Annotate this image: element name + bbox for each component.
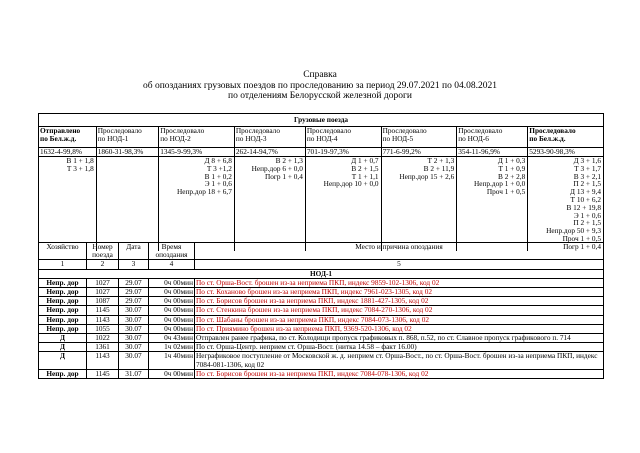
summary-col-header-line1: Проследовало: [97, 126, 142, 135]
cell-delay-time: 0ч 00мин: [149, 288, 195, 297]
summary-col-percent: 701-19-97,3%: [305, 148, 381, 157]
summary-detail-item: Т 3 + 1,7: [574, 163, 601, 173]
summary-col-details: [39, 157, 97, 251]
summary-detail-item: Д 3 + 1,6: [573, 156, 601, 165]
summary-col-header-line1: Проследовало: [235, 126, 280, 135]
col-number: 2: [87, 260, 119, 269]
summary-detail-item: Погр 1 + 0,4: [264, 171, 303, 181]
cell-delay-time: 1ч 02мин: [149, 343, 195, 352]
summary-col-percent: 771-6-99,2%: [381, 148, 457, 157]
col-number: 1: [39, 260, 87, 269]
cell-delay-time: 0ч 00мин: [149, 297, 195, 306]
cell-reason: По ст. Орша-Вост. брошен из-за неприема ПКП, индекс 9859-102-1306, код 02: [195, 278, 604, 287]
cell-date: 30.07: [119, 324, 149, 333]
summary-detail-item: Д 8 + 6,8: [204, 156, 232, 165]
cell-train-number: 1145: [87, 369, 119, 378]
summary-col-header-line2: по Бел.ж.д.: [529, 133, 566, 143]
table-row: [39, 315, 604, 324]
summary-col-header-line2: по НОД-3: [235, 133, 267, 143]
cell-dept: Д: [39, 334, 87, 343]
summary-col-header: [96, 127, 158, 148]
summary-col-header-line2: по НОД-6: [458, 133, 489, 143]
cell-date: 30.07: [119, 334, 149, 343]
summary-detail-item: Т 3 +1,2: [206, 163, 232, 173]
summary-col-details: [96, 157, 158, 251]
section-title: НОД-1: [39, 269, 604, 278]
cell-date: 30.07: [119, 352, 149, 369]
cell-dept: Непр. дор: [39, 288, 87, 297]
summary-detail-row: [39, 157, 604, 251]
cell-dept: Непр. дор: [39, 278, 87, 287]
summary-detail-item: Непр.дор 18 + 6,7: [176, 187, 232, 197]
summary-detail-item: П 2 + 1,5: [573, 218, 601, 228]
cell-train-number: 1361: [87, 343, 119, 352]
cell-train-number: 1087: [87, 297, 119, 306]
delays-header-row: [39, 243, 604, 260]
summary-detail-item: В 1 + 0,2: [204, 171, 232, 181]
report-header: [0, 70, 640, 102]
summary-col-header-line2: по НОД-4: [306, 133, 338, 143]
summary-col-header: [381, 127, 457, 148]
summary-detail-item: Д 1 + 0,3: [497, 156, 526, 165]
cell-delay-time: 0ч 00мин: [149, 324, 195, 333]
col-header-reason: Место и причина опоздания: [195, 243, 604, 260]
summary-col-header-line1: Проследовало: [160, 126, 205, 135]
summary-detail-item: Т 1 + 1,1: [351, 171, 379, 181]
summary-col-percent: 354-11-96,9%: [457, 148, 528, 157]
summary-detail-item: Непр.дор 10 + 0,0: [323, 179, 379, 189]
summary-detail-item: В 3 + 2,1: [573, 171, 601, 181]
summary-detail-item: Непр.дор 50 + 9,3: [546, 226, 601, 236]
table-row: [39, 369, 604, 378]
cell-delay-time: 0ч 00мин: [149, 278, 195, 287]
cell-train-number: 1055: [87, 324, 119, 333]
summary-detail-item: Непр.дор 6 + 0,0: [251, 163, 303, 173]
summary-col-header-line1: Отправлено: [40, 126, 81, 135]
summary-col-header: [305, 127, 381, 148]
cell-reason: По ст. Орша-Центр. неприем ст. Орша-Вост. (нитка 14.58 – факт 16.00): [195, 343, 604, 352]
summary-detail-item: Т 10 + 6,2: [570, 194, 601, 204]
cell-delay-time: 0ч 00мин: [149, 306, 195, 315]
cell-date: 29.07: [119, 297, 149, 306]
cell-dept: Непр. дор: [39, 315, 87, 324]
cell-dept: Непр. дор: [39, 324, 87, 333]
summary-detail-item: В 12 + 19,8: [566, 202, 601, 212]
summary-col-percent: 1860-31-98,3%: [96, 148, 158, 157]
section-row: [39, 269, 604, 278]
summary-col-header-line2: по Бел.ж.д.: [40, 133, 77, 143]
cell-reason: По ст. Стенкина брошен из-за неприема ПКП, индекс 7084-270-1306, код 02: [195, 306, 604, 315]
col-number: 4: [149, 260, 195, 269]
cell-date: 29.07: [119, 288, 149, 297]
summary-col-header-line2: по НОД-2: [160, 133, 191, 143]
summary-detail-item: Д 13 + 9,4: [570, 187, 601, 197]
summary-detail-item: Погр 1 + 0,4: [563, 241, 601, 251]
delays-table: [38, 242, 604, 379]
cell-reason: По ст. Приямино брошен из-за неприема ПКП, 9369-520-1306, код 02: [195, 324, 604, 333]
summary-col-header-line2: по НОД-1: [97, 133, 129, 143]
summary-table: [38, 113, 604, 251]
summary-detail-item: В 1 + 1,8: [66, 156, 94, 165]
summary-col-percent: 262-14-94,7%: [234, 148, 305, 157]
cell-dept: Д: [39, 352, 87, 369]
cell-dept: Непр. дор: [39, 297, 87, 306]
summary-col-details: [234, 157, 305, 251]
summary-col-header-line1: Проследовало: [458, 126, 503, 135]
summary-title: Грузовые поезда: [39, 114, 604, 127]
summary-col-details: [528, 157, 604, 251]
summary-detail-item: Проч 1 + 0,5: [486, 187, 526, 197]
summary-detail-item: Т 2 + 1,3: [427, 156, 455, 165]
report-scope: по отделениям Белорусской железной дороги: [228, 91, 412, 101]
summary-col-header: [39, 127, 97, 148]
table-row: [39, 352, 604, 369]
cell-reason: Неграфиковое поступление от Московской ж. д. неприем ст. Орша-Вост., по ст. Орша-Вост. брошен из-за неприема ПКП, индекс 7084-081-1306, код 02: [195, 352, 604, 369]
col-header-date: Дата: [119, 243, 149, 260]
summary-col-percent: 1345-9-99,3%: [159, 148, 235, 157]
cell-dept: Д: [39, 343, 87, 352]
summary-detail-item: Э 1 + 0,6: [204, 179, 232, 189]
col-number: 5: [195, 260, 604, 269]
cell-reason: По ст. Коханово брошен из-за неприема ПКП, индекс 7961-023-1305, код 02: [195, 288, 604, 297]
summary-detail-item: Проч 1 + 0,5: [562, 233, 601, 243]
summary-detail-item: Т 1 + 0,9: [498, 163, 526, 173]
cell-train-number: 1022: [87, 334, 119, 343]
cell-delay-time: 0ч 43мин: [149, 334, 195, 343]
cell-dept: Непр. дор: [39, 306, 87, 315]
cell-delay-time: 1ч 40мин: [149, 352, 195, 369]
cell-date: 31.07: [119, 369, 149, 378]
summary-detail-item: Непр.дор 15 + 2,6: [399, 171, 455, 181]
summary-col-details: [381, 157, 457, 251]
cell-train-number: 1027: [87, 278, 119, 287]
summary-col-header: [457, 127, 528, 148]
summary-col-percent: 5293-90-98,3%: [528, 148, 604, 157]
cell-date: 30.07: [119, 315, 149, 324]
summary-detail-item: В 2 + 1,3: [275, 156, 303, 165]
delays-number-row: [39, 260, 604, 269]
cell-date: 30.07: [119, 306, 149, 315]
cell-delay-time: 0ч 00мин: [149, 369, 195, 378]
cell-date: 30.07: [119, 343, 149, 352]
col-header-delay: Время опоздания: [149, 243, 195, 260]
cell-train-number: 1027: [87, 288, 119, 297]
cell-reason: По ст. Шабаны брошен из-за неприема ПКП, индекс 7084-073-1306, код 02: [195, 315, 604, 324]
summary-detail-item: П 2 + 1,5: [573, 179, 601, 189]
summary-col-header-line1: Проследовало: [306, 126, 351, 135]
summary-col-details: [457, 157, 528, 251]
cell-delay-time: 0ч 00мин: [149, 315, 195, 324]
summary-col-header-line1: Проследовало: [382, 126, 427, 135]
summary-col-header-line1: Проследовало: [529, 126, 576, 135]
cell-train-number: 1143: [87, 352, 119, 369]
summary-detail-item: Д 1 + 0,7: [351, 156, 379, 165]
summary-column-headers: [39, 127, 604, 148]
summary-detail-item: В 2 + 2,8: [498, 171, 526, 181]
summary-col-header: [159, 127, 235, 148]
summary-detail-item: В 2 + 1,5: [351, 163, 379, 173]
report-title: Справка: [303, 70, 337, 80]
cell-date: 29.07: [119, 278, 149, 287]
cell-reason: По ст. Борисов брошен из-за неприема ПКП, индекс 7084-078-1306, код 02: [195, 369, 604, 378]
cell-train-number: 1143: [87, 315, 119, 324]
summary-col-percent: 1632-4-99,8%: [39, 148, 97, 157]
summary-detail-item: В 2 + 11,9: [423, 163, 455, 173]
summary-col-details: [159, 157, 235, 251]
cell-train-number: 1145: [87, 306, 119, 315]
cell-reason: По ст. Борисов брошен из-за неприема ПКП, индекс 1881-427-1305, код 02: [195, 297, 604, 306]
summary-detail-item: Э 1 + 0,6: [573, 210, 601, 220]
summary-detail-item: Т 3 + 1,8: [66, 163, 94, 173]
report-subtitle: об опозданиях грузовых поездов по проследованию за период 29.07.2021 по 04.08.2021: [143, 80, 497, 91]
col-number: 3: [119, 260, 149, 269]
summary-col-header: [234, 127, 305, 148]
col-header-train: Номер поезда: [87, 243, 119, 260]
cell-dept: Непр. дор: [39, 369, 87, 378]
summary-col-header-line2: по НОД-5: [382, 133, 414, 143]
summary-col-header: [528, 127, 604, 148]
summary-col-details: [305, 157, 381, 251]
col-header-dept: Хозяйство: [39, 243, 87, 260]
table-row: [39, 306, 604, 315]
cell-reason: Отправлен ранее графика, по ст. Колодищи пропуск графиковых п. 868, п.52, по ст. Славное пропуск графикового п. 714: [195, 334, 604, 343]
summary-detail-item: Непр.дор 1 + 0,0: [474, 179, 526, 189]
